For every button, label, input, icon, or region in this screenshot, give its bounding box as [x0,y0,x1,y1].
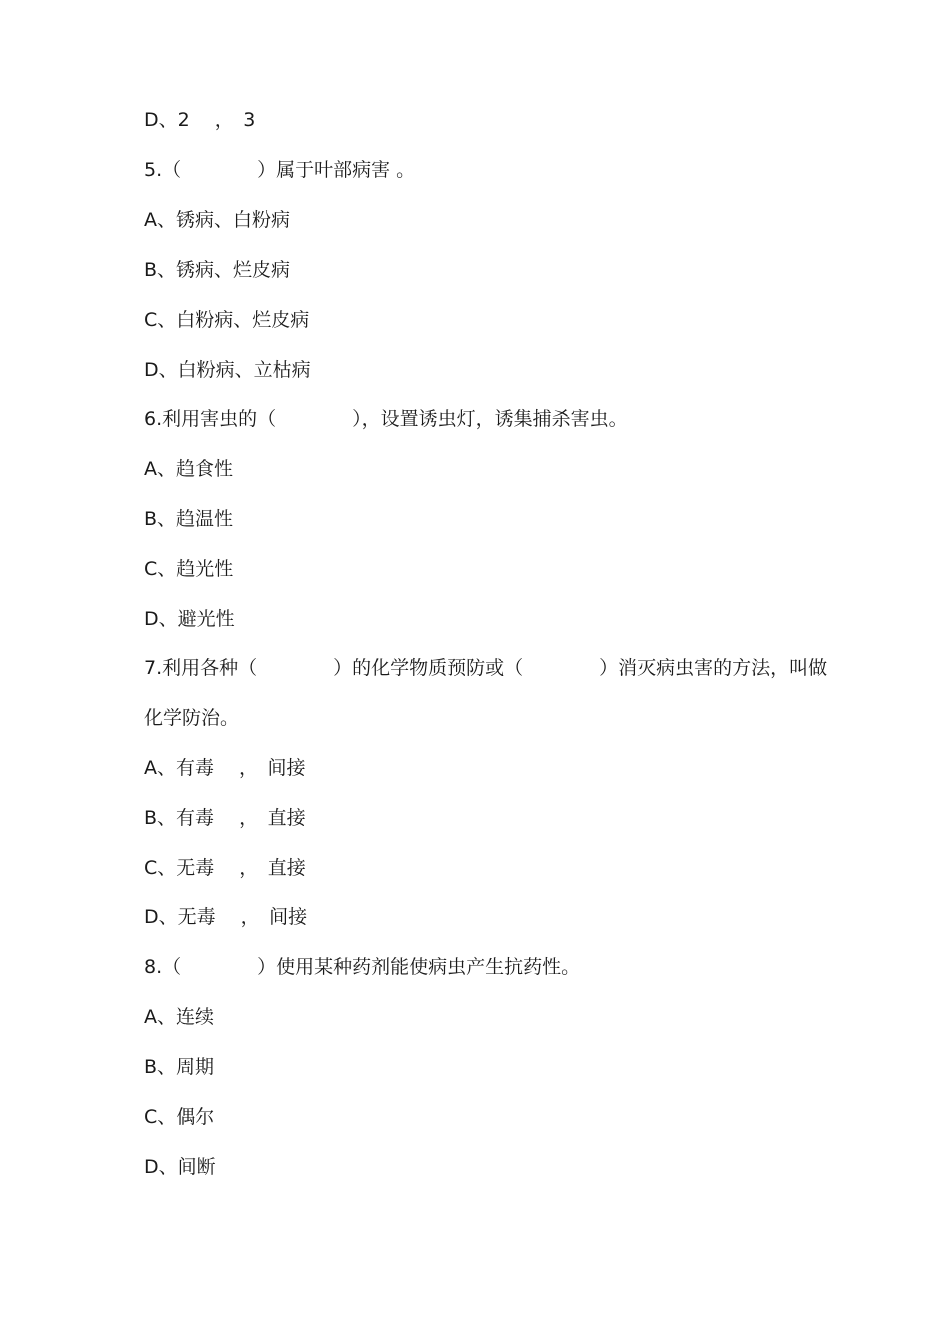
question-5: 5.（ ）属于叶部病害 。 [144,159,416,181]
q5-option-c: C、白粉病、烂皮病 [144,309,310,331]
q6-option-c: C、趋光性 [144,558,234,580]
q7-option-a: A、有毒 ， 间接 [144,757,306,779]
q8-option-b: B、周期 [144,1056,215,1078]
q5-option-b: B、锈病、烂皮病 [144,259,291,281]
q8-option-c: C、偶尔 [144,1106,215,1128]
q6-option-d: D、避光性 [144,608,235,630]
q5-option-a: A、锈病、白粉病 [144,209,290,231]
question-7: 7.利用各种（ ）的化学物质预防或（ ）消灭病虫害的方法，叫做 [144,657,828,679]
question-7-continued: 化学防治。 [144,707,240,729]
q7-option-c: C、无毒 ， 直接 [144,857,306,879]
q8-option-a: A、连续 [144,1006,214,1028]
q7-option-d: D、无毒 ， 间接 [144,906,308,928]
q6-option-b: B、趋温性 [144,508,234,530]
q8-option-d: D、间断 [144,1156,216,1178]
q7-option-b: B、有毒 ， 直接 [144,807,306,829]
question-8: 8.（ ）使用某种药剂能使病虫产生抗药性。 [144,956,581,978]
q6-option-a: A、趋食性 [144,458,233,480]
question-6: 6.利用害虫的（ ），设置诱虫灯，诱集捕杀害虫。 [144,408,628,430]
q4-option-d: D、2 ， 3 [144,109,256,131]
q5-option-d: D、白粉病、立枯病 [144,359,311,381]
